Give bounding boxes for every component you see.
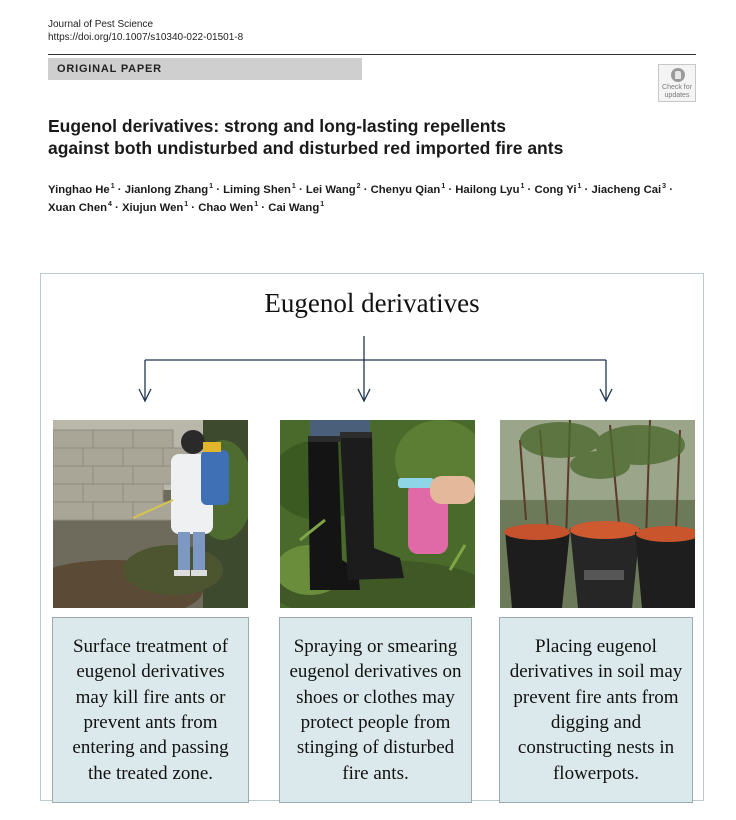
author-separator: · <box>111 202 122 214</box>
author-name[interactable]: Xuan Chen <box>48 202 107 214</box>
author-separator: · <box>524 184 535 196</box>
author-name[interactable]: Lei Wang <box>305 184 356 196</box>
author-separator: · <box>114 184 125 196</box>
author-name[interactable]: Jiacheng Cai <box>591 184 662 196</box>
author-affiliation: 1 <box>254 201 259 208</box>
author-name[interactable]: Hailong Lyu <box>455 184 520 196</box>
caption-boots-spray: Spraying or smearing eugenol derivatives on shoes or clothes may protect people from stinging of disturbed fire ants. <box>279 617 472 803</box>
photo-surface-treatment <box>53 420 248 608</box>
title-line-1: Eugenol derivatives: strong and long-lasting repellents <box>48 116 506 136</box>
author-separator: · <box>581 184 592 196</box>
author-affiliation: 1 <box>520 183 525 190</box>
crossmark-line2: updates <box>664 91 690 99</box>
author-affiliation: 1 <box>291 183 296 190</box>
author-name[interactable]: Jianlong Zhang <box>124 184 209 196</box>
photo-flowerpots <box>500 420 695 608</box>
title-line-2: against both undisturbed and disturbed red imported fire ants <box>48 138 564 158</box>
author-affiliation: 4 <box>108 201 112 208</box>
caption-surface-treatment: Surface treatment of eugenol derivatives may kill fire ants or prevent ants from entering and passing the treated zone. <box>52 617 249 803</box>
author-separator: · <box>213 184 224 196</box>
caption-flowerpots: Placing eugenol derivatives in soil may prevent fire ants from digging and constructing nests in flowerpots. <box>499 617 693 803</box>
author-affiliation: 1 <box>184 201 189 208</box>
author-name[interactable]: Yinghao He <box>48 184 110 196</box>
author-separator: · <box>258 202 269 214</box>
author-affiliation: 1 <box>320 201 325 208</box>
crossmark-line1: Check for <box>662 84 692 91</box>
author-affiliation: 3 <box>662 183 667 190</box>
author-name[interactable]: Liming Shen <box>223 184 291 196</box>
author-name[interactable]: Chenyu Qian <box>370 184 441 196</box>
author-affiliation: 1 <box>110 183 115 190</box>
author-separator: · <box>445 184 456 196</box>
author-separator: · <box>666 184 673 196</box>
author-name[interactable]: Cai Wang <box>268 202 320 214</box>
journal-name: Journal of Pest Science <box>48 19 154 30</box>
article-type-label: ORIGINAL PAPER <box>57 63 162 75</box>
author-separator: · <box>360 184 371 196</box>
author-separator: · <box>295 184 306 196</box>
figure-heading: Eugenol derivatives <box>264 288 480 318</box>
author-affiliation: 1 <box>441 183 446 190</box>
doi-link[interactable]: https://doi.org/10.1007/s10340-022-01501-8 <box>48 32 244 43</box>
author-affiliation: 1 <box>577 183 582 190</box>
author-affiliation: 2 <box>356 183 361 190</box>
author-name[interactable]: Cong Yi <box>534 184 577 196</box>
photo-boots-spray <box>280 420 475 608</box>
author-separator: · <box>188 202 199 214</box>
author-affiliation: 1 <box>209 183 214 190</box>
author-name[interactable]: Chao Wen <box>198 202 254 214</box>
author-name[interactable]: Xiujun Wen <box>121 202 184 214</box>
